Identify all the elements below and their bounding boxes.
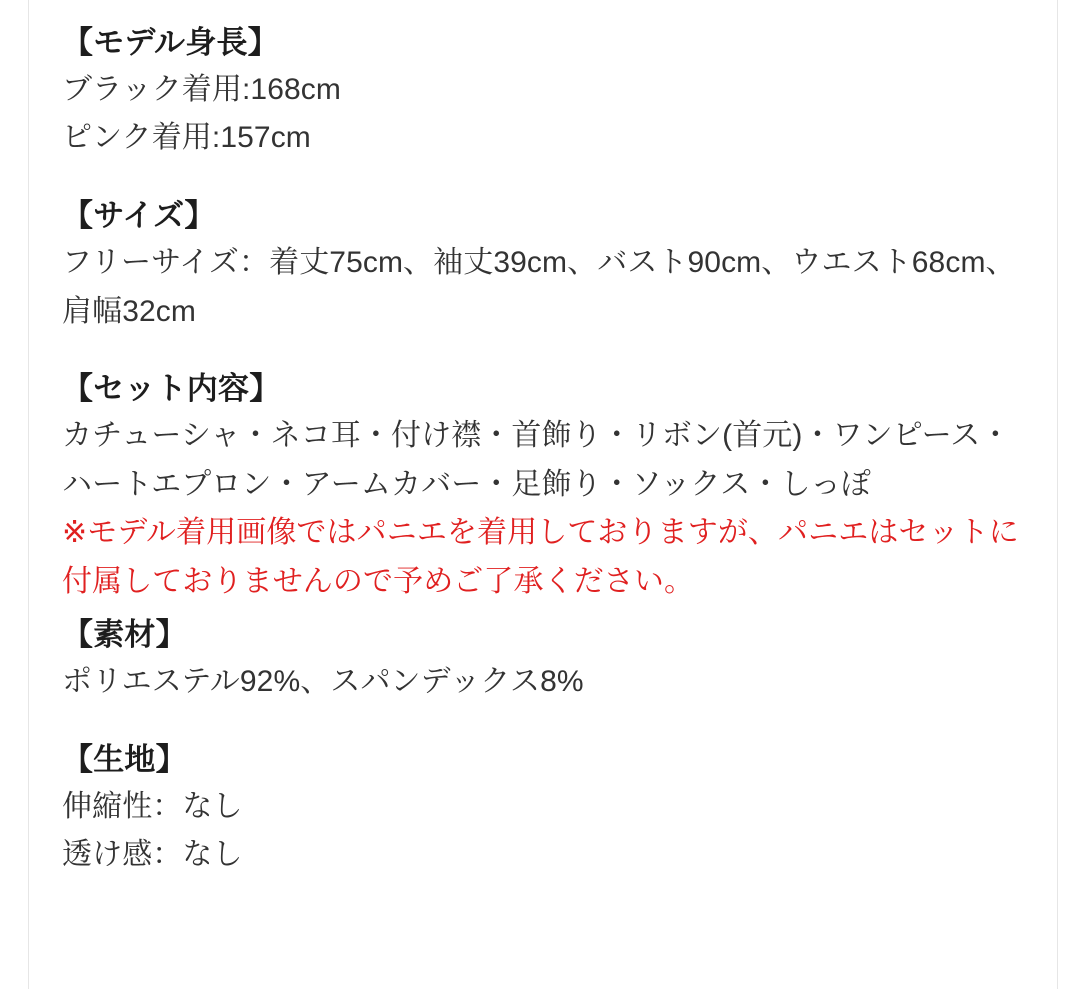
section-line: ピンク着用:157cm xyxy=(62,121,311,155)
right-edge-divider xyxy=(1057,0,1058,989)
section-line: 透け感：なし xyxy=(62,838,243,872)
section-heading: 【サイズ】 xyxy=(62,198,216,234)
section-heading: 【素材】 xyxy=(62,617,187,653)
left-edge-divider xyxy=(28,0,29,989)
section-model-height xyxy=(62,20,1022,163)
section-line: ポリエステル92%、スパンデックス8% xyxy=(62,665,584,699)
section-line: 伸縮性：なし xyxy=(62,789,243,823)
spacer xyxy=(62,163,1022,193)
section-line: ブラック着用:168cm xyxy=(62,72,341,106)
section-line: カチューシャ・ネコ耳・付け襟・首飾り・リボン(首元)・ワンピース・ハートエプロン・アームカバー・足飾り・ソックス・しっぽ xyxy=(62,419,1011,501)
spacer xyxy=(62,336,1022,366)
description-content xyxy=(62,20,1022,880)
spacer xyxy=(62,707,1022,737)
section-note: ※モデル着用画像ではパニエを着用しておりますが、パニエはセットに付属しておりませんので予めご了承ください。 xyxy=(62,516,1019,598)
section-line: フリーサイズ：着丈75cm、袖丈39cm、バスト90cm、ウエスト68cm、肩幅32cm xyxy=(62,245,1016,328)
section-heading: 【モデル身長】 xyxy=(62,25,279,60)
section-set-contents xyxy=(62,366,1022,606)
section-heading: 【生地】 xyxy=(62,741,187,777)
section-fabric xyxy=(62,737,1022,880)
section-material xyxy=(62,612,1022,706)
section-heading: 【セット内容】 xyxy=(62,371,281,407)
section-size xyxy=(62,193,1022,336)
